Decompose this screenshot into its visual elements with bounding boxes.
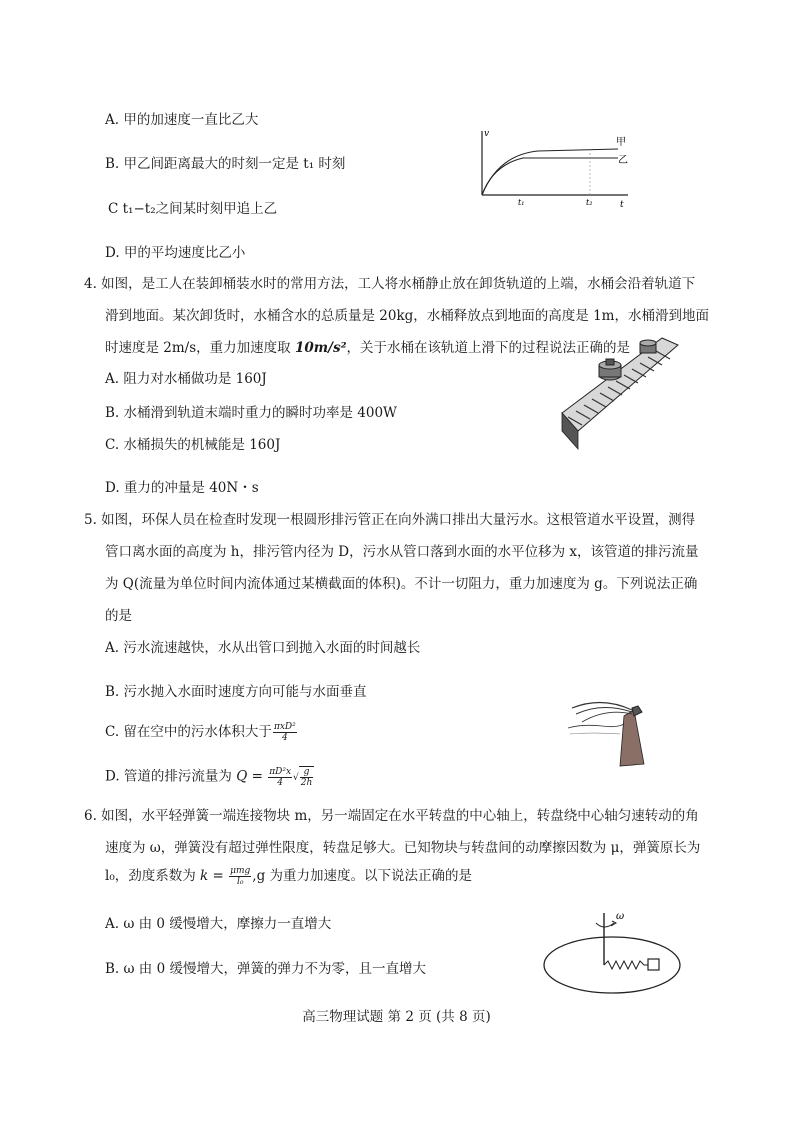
q5-option-d-lhs: Q =	[236, 768, 263, 785]
q6-option-b: B. ω 由 0 缓慢增大，弹簧的弹力不为零，且一直增大	[105, 961, 426, 977]
curve-yi-label: 乙	[618, 155, 628, 166]
q4-option-b: B. 水桶滑到轨道末端时重力的瞬时功率是 400W	[105, 405, 397, 421]
q6-option-a: A. ω 由 0 缓慢增大，摩擦力一直增大	[105, 916, 332, 932]
turntable-spring-diagram	[540, 905, 690, 997]
t1-tick-label: t₁	[518, 198, 525, 207]
spring-icon	[604, 961, 648, 969]
q6-k-lhs: k =	[200, 868, 224, 884]
q4-stem-line-1: 4. 如图，是工人在装卸桶装水时的常用方法，工人将水桶静止放在卸货轨道的上端，水桶会沿着轨道下	[84, 276, 696, 292]
q5-option-d-text: D. 管道的排污流量为	[105, 768, 232, 785]
q3-option-a: A. 甲的加速度一直比乙大	[105, 112, 259, 128]
q4-gravity-value: 10m/s²	[294, 340, 347, 356]
q6-stem-line-1: 6. 如图，水平轻弹簧一端连接物块 m，另一端固定在水平转盘的中心轴上，转盘绕中心轴匀速转动的角	[84, 808, 699, 824]
curve-jia-label: 甲	[616, 137, 626, 148]
q3-option-b: B. 甲乙间距离最大的时刻一定是 t₁ 时刻	[105, 156, 346, 172]
q4-stem-text-b: ，关于水桶在该轨道上滑下的过程说法正确的是	[346, 340, 630, 356]
q5-stem-line-4: 的是	[105, 608, 132, 624]
omega-label: ω	[616, 911, 625, 922]
q5-stem-line-1: 5. 如图，环保人员在检查时发现一根圆形排污管正在向外满口排出大量污水。这根管道水平设置，测得	[84, 512, 696, 528]
q6-stem-line-3	[105, 866, 472, 887]
q5-option-d	[105, 766, 314, 788]
page-footer: 高三物理试题 第 2 页 (共 8 页)	[302, 1009, 491, 1025]
q6-stem-text-b: ,g 为重力加速度。以下说法正确的是	[252, 868, 473, 884]
q4-stem-text-a: 时速度是 2m/s，重力加速度取	[105, 340, 291, 356]
q4-stem-line-3	[105, 339, 630, 357]
q5-option-d-fraction: $\frac{\text{πD²x}}{4}$	[269, 766, 292, 788]
q5-option-c-text: C. 留在空中的污水体积大于	[105, 724, 272, 740]
v-axis-label: v	[484, 129, 490, 139]
t-axis-label: t	[620, 200, 624, 210]
t2-tick-label: t₂	[586, 198, 593, 207]
block-icon	[648, 959, 659, 970]
q5-option-c	[105, 722, 298, 743]
q4-option-a: A. 阻力对水桶做功是 160J	[105, 371, 267, 387]
q4-option-c: C. 水桶损失的机械能是 160J	[105, 437, 281, 453]
q6-stem-text-a: l₀，劲度系数为	[105, 868, 196, 884]
q4-stem-line-2: 滑到地面。某次卸货时，水桶含水的总质量是 20kg，水桶释放点到地面的高度是 1m，水桶滑到地面	[105, 308, 709, 324]
q5-stem-line-3: 为 Q(流量为单位时间内流体通过某横截面的体积)。不计一切阻力，重力加速度为 g。下列说法正确	[105, 576, 698, 592]
q4-option-d: D. 重力的冲量是 40N・s	[105, 480, 259, 496]
q5-option-a: A. 污水流速越快，水从出管口到抛入水面的时间越长	[105, 640, 421, 656]
bucket-icon-lower	[599, 359, 621, 380]
q5-option-d-sqrt: √ $\frac{g}{2h}$	[293, 767, 313, 788]
q3-option-d: D. 甲的平均速度比乙小	[105, 245, 246, 261]
sewage-pipe-illustration	[562, 686, 662, 768]
q5-stem-line-2: 管口离水面的高度为 h，排污管内径为 D，污水从管口落到水面的水平位移为 x，该管道的排污流量	[105, 544, 699, 560]
bucket-icon-upper	[640, 340, 656, 353]
q6-k-fraction: $\frac{\text{μmg}}{\text{l₀}}$	[230, 866, 251, 887]
velocity-time-graph	[468, 125, 633, 210]
q6-stem-line-2: 速度为 ω，弹簧没有超过弹性限度，转盘足够大。已知物块与转盘间的动摩擦因数为 μ，弹簧原长为	[105, 840, 701, 856]
q3-option-c: C t₁−t₂之间某时刻甲追上乙	[108, 201, 278, 217]
q5-option-b: B. 污水抛入水面时速度方向可能与水面垂直	[105, 684, 367, 700]
q5-option-c-fraction: $\frac{\text{πxD²}}{4}$	[273, 722, 296, 743]
water-bucket-track-illustration	[560, 333, 680, 451]
